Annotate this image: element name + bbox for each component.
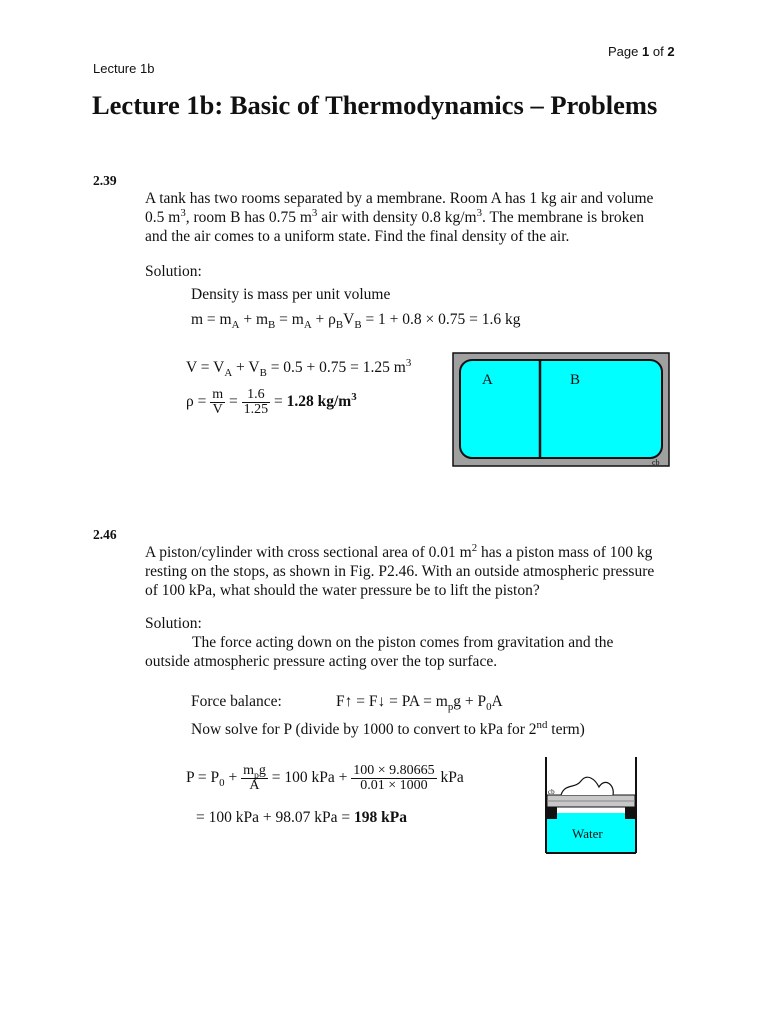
force-balance-equation: F↑ = F↓ = PA = $m_pg + P_0A$	[336, 693, 503, 714]
problem-statement-2-46: A piston/cylinder with cross sectional area of 0.01 $m^2$ has a piston mass of 100 kg resting on the stops, as shown in Fig. P2.46. With an outside atmospheric pressure of 100 kPa, what should the water pressure be to lift the piston?	[145, 541, 655, 599]
room-a-label: A	[482, 372, 493, 388]
figure-tag: cb	[548, 788, 555, 796]
left-stop	[547, 807, 557, 819]
right-stop	[625, 807, 635, 819]
water-label: Water	[572, 826, 603, 841]
force-balance-label: Force balance:	[191, 693, 282, 710]
page-number: Page 1 of 2	[608, 44, 675, 59]
problem-number-2-46: 2.46	[93, 527, 117, 542]
volume-equation: $V = V_A + V_B = 0.5 + 0.75 = 1.25$ $m^3$	[186, 356, 412, 380]
figure-tag: cb	[652, 458, 660, 467]
piston-cylinder-figure	[541, 755, 641, 855]
room-b-label: B	[570, 372, 581, 388]
problem-statement-2-39: A tank has two rooms separated by a membrane. Room A has 1 kg air and volume 0.5 $m^3$, room B has 0.75 $m^3$ air with density 0.8 $kg/m^3$. The membrane is broken and the air comes to a uniform state. Find the final density of the air.	[145, 190, 654, 245]
solution-label-2-39: Solution:	[145, 263, 202, 280]
density-definition: Density is mass per unit volume	[191, 286, 391, 303]
solution-label-2-46: Solution:	[145, 615, 202, 632]
piston-mass	[561, 777, 613, 795]
problem-number-2-39: 2.39	[93, 173, 117, 188]
solution-explanation: The force acting down on the piston comes from gravitation and the outside atmospheric pressure acting over the top surface.	[145, 634, 614, 670]
tank-figure	[452, 352, 670, 467]
density-equation: ρ = $\frac{m}{V}$ = $\frac{1.6}{1.25}$ = 1.28 $kg/m^3$	[186, 387, 357, 417]
page-title: Lecture 1b: Basic of Thermodynamics – Problems	[92, 90, 658, 120]
mass-equation: $m = m_A + m_B = m_A + \rho_BV_B = 1 + 0.8 \times 0.75 = 1.6$ kg	[191, 311, 521, 332]
pressure-equation: $P = P_0$ + $\frac{m_pg}{A}$ = 100 kPa + $\frac{100 \times 9.80665}{0.01 \times 1000}$ kPa	[186, 763, 464, 793]
solve-instruction: Now solve for P (divide by 1000 to convert to kPa for 2nd term)	[191, 718, 585, 738]
lecture-label: Lecture 1b	[93, 61, 155, 76]
pressure-result: = 100 kPa + 98.07 kPa = 198 kPa	[196, 809, 407, 826]
